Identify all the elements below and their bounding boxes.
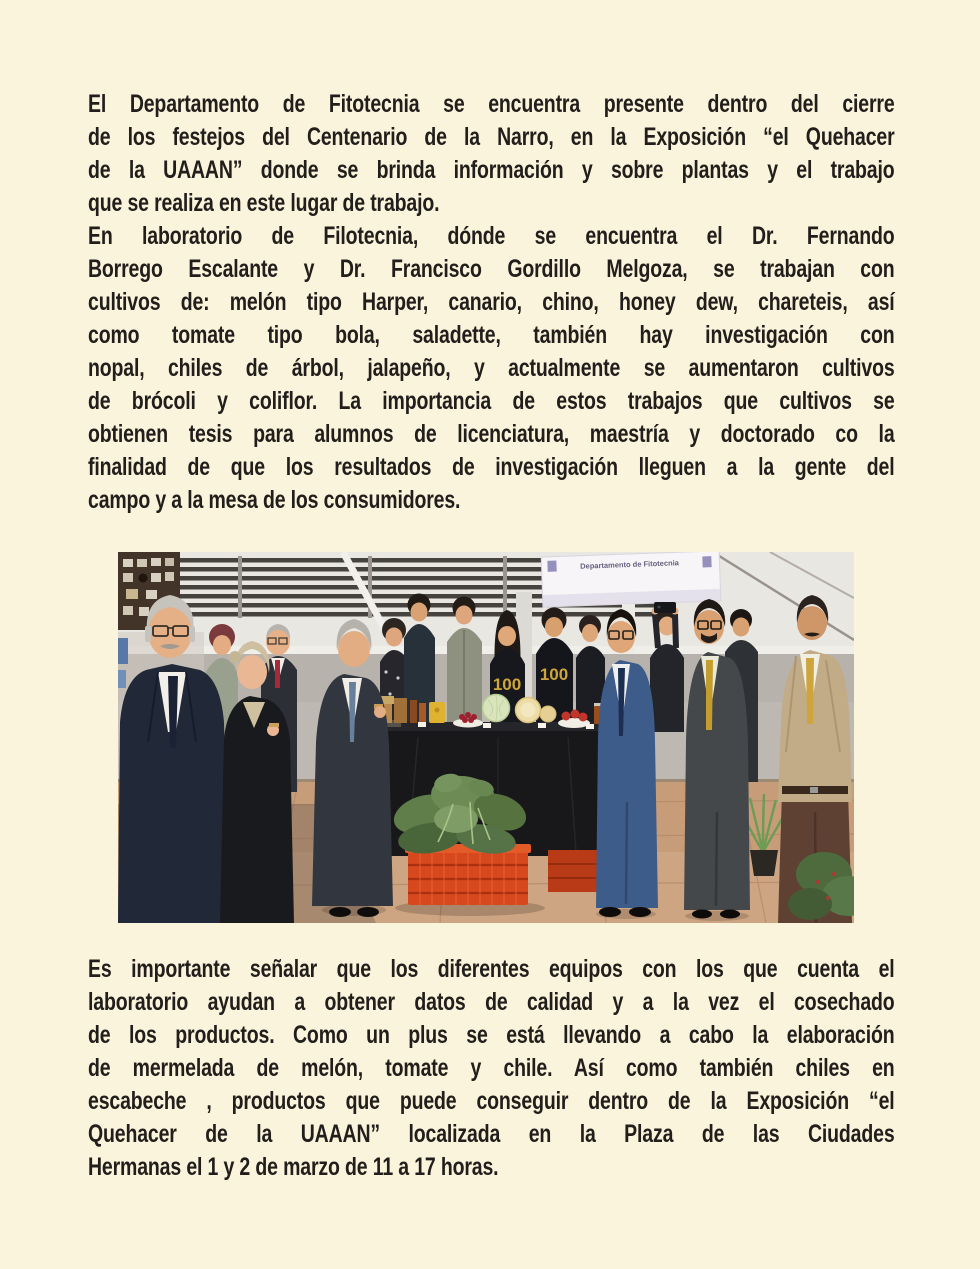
banner-emblem-left (547, 561, 556, 572)
article-photo (118, 552, 854, 923)
banner-emblem-right (702, 556, 711, 567)
photo-banner (541, 552, 721, 607)
text-line: de la UAAAN” donde se brinda información y sobre plantas y el trabajo (88, 156, 895, 184)
text-line: Hermanas el 1 y 2 de marzo de 11 a 17 horas. (88, 1153, 499, 1181)
paragraph-block-1 (88, 88, 895, 517)
paragraph-block-2 (88, 953, 895, 1184)
text-line: escabeche , productos que puede conseguir dentro de la Exposición “el (88, 1087, 895, 1115)
text-line: Borrego Escalante y Dr. Francisco Gordillo Melgoza, se trabajan con (88, 255, 895, 283)
text-line: campo y a la mesa de los consumidores. (88, 486, 461, 514)
text-line: Quehacer de la UAAAN” localizada en la Plaza de las Ciudades (88, 1120, 895, 1148)
text-line: como tomate tipo bola, saladette, también hay investigación con (88, 321, 895, 349)
photo-banner-text: Departamento de Fitotecnia (580, 558, 680, 571)
text-line: Es importante señalar que los diferentes equipos con los que cuenta el (88, 955, 895, 983)
text-line: de brócoli y coliflor. La importancia de estos trabajos que cultivos se (88, 387, 895, 415)
text-line: de mermelada de melón, tomate y chile. Así como también chiles en (88, 1054, 895, 1082)
phone-icon (654, 602, 676, 613)
text-line: En laboratorio de Filotecnia, dónde se encuentra el Dr. Fernando (88, 222, 895, 250)
text-line: cultivos de: melón tipo Harper, canario, chino, honey dew, chareteis, así (88, 288, 895, 316)
text-line: finalidad de que los resultados de investigación lleguen a la gente del (88, 453, 895, 481)
shirt-logo-100: 100 (539, 665, 569, 684)
shirt-logo-100: 100 (492, 675, 522, 694)
text-line: El Departamento de Fitotecnia se encuentra presente dentro del cierre (88, 90, 895, 118)
text-line: obtienen tesis para alumnos de licenciatura, maestría y doctorado co la (88, 420, 895, 448)
text-line: que se realiza en este lugar de trabajo. (88, 189, 440, 217)
text-line: de los festejos del Centenario de la Narro, en la Exposición “el Quehacer (88, 123, 895, 151)
text-line: nopal, chiles de árbol, jalapeño, y actualmente se aumentaron cultivos (88, 354, 895, 382)
text-line: laboratorio ayudan a obtener datos de calidad y a la vez el cosechado (88, 988, 895, 1016)
text-line: de los productos. Como un plus se está llevando a cabo la elaboración (88, 1021, 895, 1049)
